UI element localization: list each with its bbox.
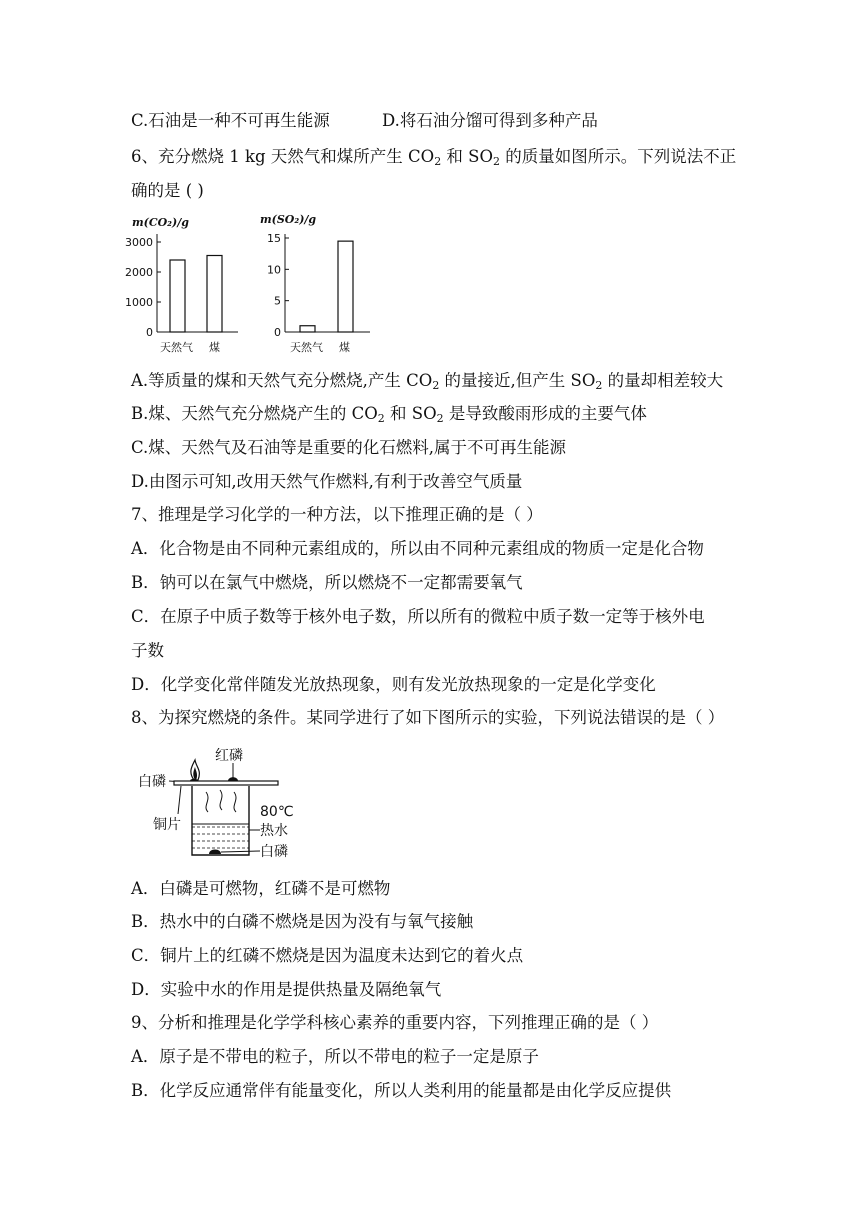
q8-option-b: B．热水中的白磷不燃烧是因为没有与氧气接触 bbox=[131, 912, 474, 931]
q6-stem-line2: 确的是 ( ) bbox=[131, 181, 204, 200]
so2-category-label: 煤 bbox=[339, 341, 350, 354]
q9-option-b: B．化学反应通常伴有能量变化，所以人类利用的能量都是由化学反应提供 bbox=[131, 1081, 672, 1100]
steam-icon bbox=[220, 790, 222, 810]
white-phosphorus-bottom-label: 白磷 bbox=[260, 844, 288, 860]
q7-option-b: B．钠可以在氯气中燃烧，所以燃烧不一定都需要氧气 bbox=[131, 573, 523, 592]
so2-bar-chart bbox=[258, 210, 388, 360]
beaker bbox=[192, 786, 249, 855]
q6-stem-line1: 6、充分燃烧 1 kg 天然气和煤所产生 $CO_2$ 和 $SO_2$ 的质量如图所示。下列说法不正 bbox=[131, 147, 737, 168]
q9-stem: 9、分析和推理是化学学科核心素养的重要内容，下列推理正确的是（ ） bbox=[131, 1013, 659, 1032]
so2-bar bbox=[300, 326, 315, 332]
co2-y-tick-label: 1000 bbox=[125, 296, 153, 309]
steam-icon bbox=[206, 792, 208, 812]
white-phosphorus-on-plate bbox=[190, 779, 198, 781]
copper-pointer bbox=[178, 786, 181, 814]
q9-option-a: A．原子是不带电的粒子，所以不带电的粒子一定是原子 bbox=[131, 1047, 539, 1066]
q6-option-d: D.由图示可知,改用天然气作燃料,有利于改善空气质量 bbox=[131, 472, 523, 491]
flame-core-icon bbox=[193, 767, 197, 779]
q6-option-a: A.等质量的煤和天然气充分燃烧,产生 $CO_2$ 的量接近,但产生 $SO_2$ 的量却相差较大 bbox=[131, 371, 724, 392]
co2-bar-chart bbox=[120, 210, 250, 360]
q7-option-c-line1: C．在原子中质子数等于核外电子数，所以所有的微粒中质子数一定等于核外电 bbox=[131, 607, 705, 626]
q7-option-c-line2: 子数 bbox=[131, 641, 164, 660]
so2-y-tick-label: 0 bbox=[274, 326, 281, 339]
red-phosphorus-label: 红磷 bbox=[215, 748, 243, 764]
co2-category-label: 天然气 bbox=[160, 341, 193, 354]
temperature-label: 80℃ bbox=[260, 804, 294, 820]
q5-option-d: D.将石油分馏可得到多种产品 bbox=[382, 111, 598, 130]
q8-option-c: C．铜片上的红磷不燃烧是因为温度未达到它的着火点 bbox=[131, 946, 524, 965]
q5-option-c: C.石油是一种不可再生能源 bbox=[131, 111, 330, 130]
hot-water-label: 热水 bbox=[260, 823, 288, 839]
co2-bar bbox=[170, 260, 185, 332]
co2-y-tick-label: 3000 bbox=[125, 236, 153, 249]
so2-y-tick-label: 5 bbox=[274, 294, 281, 308]
combustion-experiment-diagram bbox=[136, 742, 306, 867]
q7-stem: 7、推理是学习化学的一种方法，以下推理正确的是（ ） bbox=[131, 505, 543, 524]
copper-plate-label: 铜片 bbox=[153, 817, 181, 833]
so2-y-tick-label: 10 bbox=[267, 263, 281, 277]
q7-option-d: D．化学变化常伴随发光放热现象，则有发光放热现象的一定是化学变化 bbox=[131, 675, 656, 694]
so2-bar bbox=[338, 241, 353, 332]
steam-icon bbox=[234, 792, 236, 812]
q6-option-c: C.煤、天然气及石油等是重要的化石燃料,属于不可再生能源 bbox=[131, 438, 567, 457]
q8-option-a: A．白磷是可燃物，红磷不是可燃物 bbox=[131, 879, 391, 898]
co2-y-tick-label: 2000 bbox=[125, 266, 153, 279]
so2-category-label: 天然气 bbox=[290, 341, 323, 354]
q8-option-d: D．实验中水的作用是提供热量及隔绝氧气 bbox=[131, 980, 442, 999]
copper-plate bbox=[174, 781, 278, 785]
co2-y-tick-label: 0 bbox=[146, 326, 153, 339]
white-phosphorus-top-label: 白磷 bbox=[138, 774, 166, 790]
so2-y-tick-label: 15 bbox=[267, 232, 281, 245]
white-phosphorus-in-water bbox=[209, 850, 221, 855]
q7-option-a: A．化合物是由不同种元素组成的，所以由不同种元素组成的物质一定是化合物 bbox=[131, 539, 704, 558]
co2-chart-title: m(CO₂)/g bbox=[132, 216, 189, 229]
so2-chart-title: m(SO₂)/g bbox=[260, 213, 317, 226]
red-phosphorus-heap bbox=[228, 777, 238, 781]
q6-option-b: B.煤、天然气充分燃烧产生的 $CO_2$ 和 $SO_2$ 是导致酸雨形成的主要气体 bbox=[131, 404, 647, 425]
q8-stem: 8、为探究燃烧的条件。某同学进行了如下图所示的实验，下列说法错误的是（ ） bbox=[131, 708, 725, 727]
white-phosphorus-bottom-pointer bbox=[221, 851, 260, 852]
co2-category-label: 煤 bbox=[209, 341, 220, 354]
co2-bar bbox=[207, 256, 222, 333]
